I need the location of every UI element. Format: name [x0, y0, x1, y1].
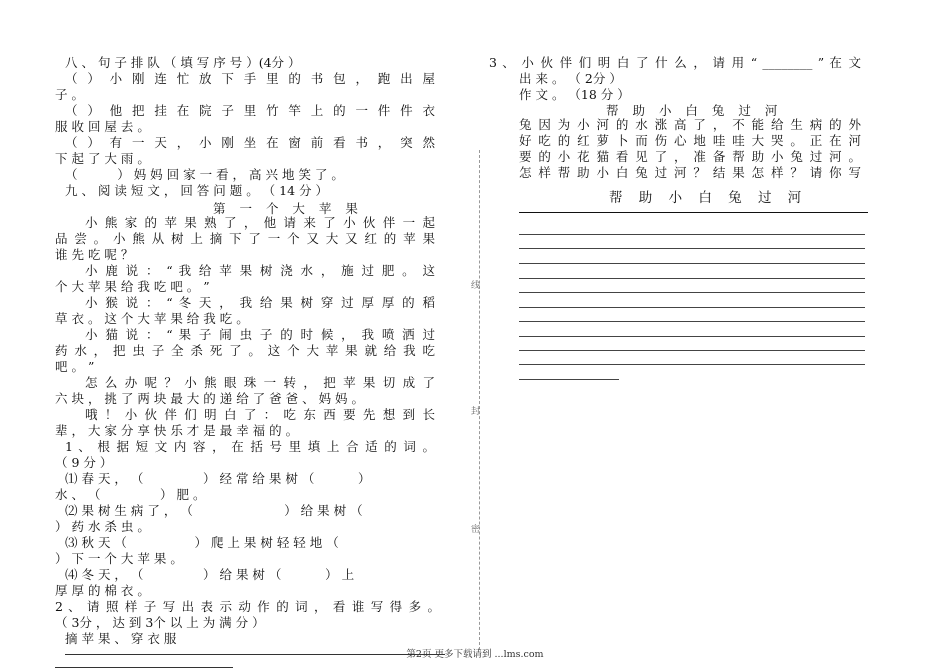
essay-title: 帮 助 小 白 兔 过 河 [609, 190, 808, 206]
writing-line[interactable] [519, 350, 865, 351]
binding-mark: 封 [471, 407, 481, 417]
page-footer: 第2页 更多下载请到 ...lms.com [406, 649, 544, 660]
fill-blank-line: ⑵ 果 树 生 病 了 ， （ ） 给 果 树 （ [65, 503, 363, 518]
story-line: 哦 ！ 小 伙 伴 们 明 白 了 ： 吃 东 西 要 先 想 到 长 [85, 407, 435, 422]
story-line: 个 大 苹 果 给 我 吃 吧 。 ” [55, 279, 210, 294]
sentence-line: 下 起 了 大 雨 。 [55, 151, 150, 166]
story-line: 品 尝 。 小 熊 从 树 上 摘 下 了 一 个 又 大 又 红 的 苹 果 [55, 231, 435, 246]
prompt-line: 要 的 小 花 猫 看 见 了 ， 准 备 帮 助 小 兔 过 河 。 [519, 149, 861, 164]
prompt-line: 怎 样 帮 助 小 白 兔 过 河 ？ 结 果 怎 样 ？ 请 你 写 [519, 165, 861, 180]
composition-topic: 帮 助 小 白 兔 过 河 [606, 103, 783, 118]
question-1-score: （ 9 分 ） [55, 455, 113, 470]
question-2: 2 、 请 照 样 子 写 出 表 示 动 作 的 词 ， 看 谁 写 得 多 。 [55, 599, 440, 614]
section-8-heading: 八 、 句 子 排 队 （ 填 写 序 号 ）(4分 ） [65, 55, 301, 70]
sentence-line: （ ） 妈 妈 回 家 一 看 ， 高 兴 地 笑 了 。 [65, 167, 344, 182]
story-line: 谁 先 吃 呢 ？ [55, 247, 134, 262]
fill-blank-line: ⑷ 冬 天 ， （ ） 给 果 树 （ ） 上 [65, 567, 355, 582]
section-9-heading: 九 、 阅 读 短 文 ， 回 答 问 题 。 （ 14 分 ） [65, 183, 329, 198]
writing-line[interactable] [519, 307, 865, 308]
title-underline [519, 212, 868, 213]
fill-blank-line: 水 、 （ ） 肥 。 [55, 487, 206, 502]
writing-line[interactable] [519, 364, 865, 365]
writing-line[interactable] [519, 321, 865, 322]
question-3-score: 出 来 。 （ 2分 ） [519, 71, 622, 86]
story-line: 怎 么 办 呢 ？ 小 熊 眼 珠 一 转 ， 把 苹 果 切 成 了 [85, 375, 435, 390]
fill-blank-line: 厚 厚 的 棉 衣 。 [55, 583, 150, 598]
prompt-line: 兔 因 为 小 河 的 水 涨 高 了 ， 不 能 给 生 病 的 外 [519, 117, 861, 132]
binding-line [479, 150, 480, 650]
sentence-line: 服 收 回 屋 去 。 [55, 119, 150, 134]
writing-line[interactable] [519, 379, 619, 380]
sentence-line: （ ） 有 一 天 ， 小 刚 坐 在 窗 前 看 书 ， 突 然 [65, 135, 435, 150]
writing-line[interactable] [519, 234, 865, 235]
sentence-line: （ ） 他 把 挂 在 院 子 里 竹 竿 上 的 一 件 件 衣 [65, 103, 435, 118]
fill-blank-line: ） 下 一 个 大 苹 果 。 [55, 551, 183, 566]
example-words: 摘 苹 果 、 穿 衣 服 [65, 631, 177, 646]
story-line: 吧 。 ” [55, 359, 95, 374]
writing-line[interactable] [519, 278, 865, 279]
fill-blank-line: ⑶ 秋 天 （ ） 爬 上 果 树 轻 轻 地 （ [65, 535, 339, 550]
writing-line[interactable] [519, 263, 865, 264]
story-line: 草 衣 。 这 个 大 苹 果 给 我 吃 。 [55, 311, 249, 326]
writing-line[interactable] [519, 336, 865, 337]
writing-line[interactable] [519, 248, 865, 249]
story-line: 六 块 ， 挑 了 两 块 最 大 的 递 给 了 爸 爸 、 妈 妈 。 [55, 391, 365, 406]
story-title: 第 一 个 大 苹 果 [213, 201, 363, 216]
fill-blank-line: ） 药 水 杀 虫 。 [55, 519, 150, 534]
writing-line[interactable] [519, 292, 865, 293]
story-line: 小 猫 说 ： “ 果 子 闹 虫 子 的 时 候 ， 我 喷 洒 过 [85, 327, 435, 342]
composition-heading: 作 文 。 （18 分 ） [519, 87, 630, 102]
sentence-line: 子 。 [55, 87, 84, 102]
question-3: 3 、 小 伙 伴 们 明 白 了 什 么 ， 请 用 “ ________ ” 在 文 [489, 55, 861, 70]
fill-blank-line: ⑴ 春 天 ， （ ） 经 常 给 果 树 （ ） [65, 471, 371, 486]
story-line: 辈 ， 大 家 分 享 快 乐 才 是 最 幸 福 的 。 [55, 423, 299, 438]
question-1: 1 、 根 据 短 文 内 容 ， 在 括 号 里 填 上 合 适 的 词 。 [65, 439, 435, 454]
prompt-line: 好 吃 的 红 萝 卜 而 伤 心 地 哇 哇 大 哭 。 正 在 河 [519, 133, 861, 148]
story-line: 药 水 ， 把 虫 子 全 杀 死 了 。 这 个 大 苹 果 就 给 我 吃 [55, 343, 435, 358]
question-2-score: （ 3分 ， 达 到 3个 以 上 为 满 分 ） [55, 615, 265, 630]
story-line: 小 猴 说 ： “ 冬 天 ， 我 给 果 树 穿 过 厚 厚 的 稻 [85, 295, 435, 310]
answer-line [55, 667, 233, 668]
binding-mark: 密 [471, 525, 481, 535]
story-line: 小 鹿 说 ： “ 我 给 苹 果 树 浇 水 ， 施 过 肥 。 这 [85, 263, 435, 278]
binding-mark: 线 [471, 281, 481, 291]
story-line: 小 熊 家 的 苹 果 熟 了 ， 他 请 来 了 小 伙 伴 一 起 [85, 215, 435, 230]
sentence-line: （ ） 小 刚 连 忙 放 下 手 里 的 书 包 ， 跑 出 屋 [65, 71, 435, 86]
